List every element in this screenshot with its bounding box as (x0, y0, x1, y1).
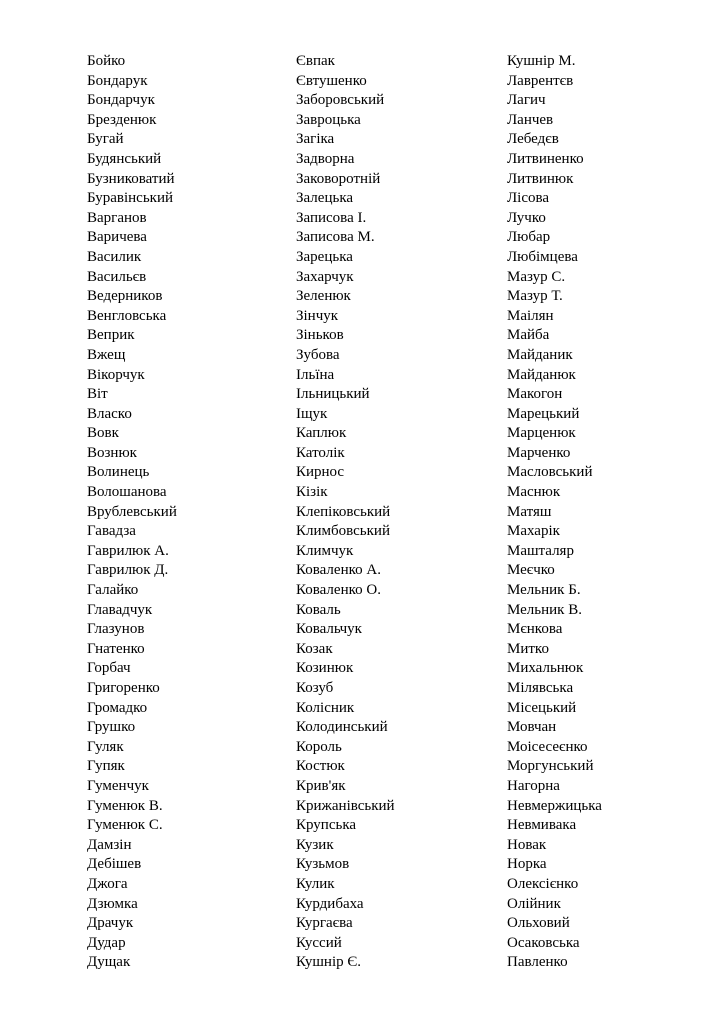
name-entry: Павленко (507, 954, 568, 971)
name-entry: Віт (87, 386, 108, 403)
name-entry: Коваленко О. (296, 582, 381, 599)
name-entry: Дамзін (87, 836, 132, 853)
name-entry: Митко (507, 640, 549, 657)
name-entry: Невмивака (507, 817, 577, 834)
name-entry: Мазур Т. (507, 288, 563, 305)
name-entry: Ведерников (87, 288, 163, 305)
name-entry: Заборовський (296, 92, 385, 109)
name-entry: Дущак (87, 954, 131, 971)
name-entry: Климчук (296, 542, 354, 559)
name-entry: Меєчко (507, 562, 555, 579)
name-entry: Євпак (296, 53, 335, 69)
name-entry: Махарік (507, 523, 560, 540)
name-entry: Венгловська (87, 307, 167, 324)
name-entry: Варганов (87, 209, 147, 226)
name-entry: Заковоротній (296, 170, 381, 187)
name-entry: Матяш (507, 503, 552, 520)
name-entry: Волошанова (87, 484, 167, 501)
name-entry: Макогон (507, 386, 563, 403)
name-entry: Записова М. (296, 229, 375, 246)
name-entry: Козинюк (296, 660, 354, 677)
name-entry: Кушнір Є. (296, 954, 362, 971)
name-entry: Главадчук (87, 601, 153, 618)
name-entry: Майданюк (507, 366, 576, 383)
name-entry: Зарецька (296, 248, 353, 265)
name-entry: Зінчук (296, 307, 339, 324)
name-entry: Олексієнко (507, 875, 579, 892)
name-entry: Буравінський (87, 190, 174, 207)
name-entry: Бойко (87, 53, 126, 69)
name-entry: Кирнос (296, 464, 345, 481)
name-entry: Будянський (87, 150, 162, 167)
name-entry: Іщук (296, 405, 328, 422)
name-entry: Козак (296, 640, 333, 657)
name-column-3 (507, 52, 602, 973)
name-entry: Бондарук (87, 72, 148, 89)
name-entry: Задворна (296, 150, 355, 167)
name-entry: Григоренко (87, 680, 160, 696)
name-entry: Вознюк (87, 444, 137, 461)
name-entry: Залецька (296, 190, 354, 207)
name-entry: Захарчук (296, 268, 354, 285)
name-entry: Дудар (87, 934, 126, 951)
name-entry: Мельник В. (507, 601, 582, 618)
name-entry: Дебішев (87, 856, 142, 873)
name-entry: Кузьмов (296, 856, 350, 873)
name-entry: Литвиненко (507, 150, 584, 167)
name-entry: Климбовський (296, 523, 390, 540)
name-entry: Масловський (507, 464, 593, 481)
name-entry: Коваль (296, 601, 341, 618)
name-entry: Марецький (507, 405, 580, 422)
name-entry: Норка (507, 856, 547, 873)
name-entry: Ковальчук (296, 621, 362, 638)
name-entry: Васильєв (87, 268, 147, 285)
name-entry: Зіньков (296, 327, 344, 344)
name-entry: Власко (87, 405, 132, 422)
name-entry: Зеленюк (296, 288, 351, 305)
name-entry: Кулик (296, 875, 335, 892)
name-entry: Джога (87, 875, 128, 892)
name-entry: Моісесеєнко (507, 738, 588, 755)
name-entry: Гаврилюк Д. (87, 562, 169, 579)
name-entry: Крив'як (296, 777, 346, 794)
name-entry: Король (296, 738, 342, 755)
name-entry: Зубова (296, 346, 340, 363)
name-entry: Громадко (87, 699, 148, 716)
name-entry: Нагорна (507, 777, 560, 794)
name-entry: Любар (507, 229, 551, 246)
name-entry: Драчук (87, 915, 134, 932)
name-entry: Кушнір М. (507, 53, 576, 69)
name-entry: Гаврилюк А. (87, 542, 169, 559)
name-entry: Машталяр (507, 542, 574, 559)
name-entry: Гавадза (87, 523, 136, 540)
name-entry: Врублевський (87, 503, 177, 520)
name-entry: Лісова (507, 190, 550, 207)
name-entry: Клепіковський (296, 503, 391, 520)
name-entry: Ільїна (296, 366, 335, 383)
name-entry: Вжещ (87, 346, 126, 363)
name-entry: Марченко (507, 444, 571, 461)
name-entry: Крупська (296, 817, 357, 834)
name-entry: Маілян (507, 307, 554, 324)
name-entry: Коваленко А. (296, 562, 381, 579)
name-entry: Мазур С. (507, 268, 566, 285)
name-entry: Ільницький (296, 386, 370, 403)
name-entry: Гуменюк С. (87, 817, 163, 834)
name-column-1 (87, 52, 177, 973)
name-entry: Новак (507, 836, 547, 853)
name-entry: Гупяк (87, 758, 125, 775)
name-entry: Майданик (507, 346, 573, 363)
name-entry: Колодинський (296, 719, 388, 736)
name-entry: Кургаєва (296, 915, 353, 932)
name-entry: Галайко (87, 582, 139, 599)
name-entry: Мілявська (507, 680, 574, 696)
name-entry: Каплюк (296, 425, 347, 442)
name-entry: Гуменюк В. (87, 797, 163, 814)
name-entry: Бузниковатий (87, 170, 175, 187)
name-entry: Мєнкова (507, 621, 563, 638)
name-entry: Марценюк (507, 425, 576, 442)
name-entry: Лебедєв (507, 131, 559, 148)
name-entry: Бугай (87, 131, 124, 148)
name-entry: Маснюк (507, 484, 561, 501)
name-entry: Бондарчук (87, 92, 155, 109)
name-entry: Вікорчук (87, 366, 145, 383)
name-entry: Майба (507, 327, 550, 344)
name-entry: Веприк (87, 327, 135, 344)
name-entry: Записова І. (296, 209, 367, 226)
name-entry: Лагич (507, 92, 546, 109)
name-entry: Волинець (87, 464, 150, 481)
name-entry: Католік (296, 444, 345, 461)
name-entry: Варичева (87, 229, 147, 246)
name-entry: Мельник Б. (507, 582, 581, 599)
name-entry: Моргунський (507, 758, 594, 775)
name-entry: Євтушенко (296, 72, 367, 89)
name-entry: Лаврентєв (507, 72, 574, 89)
name-entry: Кізік (296, 484, 328, 501)
name-entry: Любімцева (507, 248, 578, 265)
name-column-2 (296, 52, 395, 973)
name-entry: Колісник (296, 699, 355, 716)
name-entry: Лучко (507, 209, 546, 226)
name-entry: Вовк (87, 425, 119, 442)
name-entry: Гуляк (87, 738, 124, 755)
name-entry: Загіка (296, 131, 335, 148)
name-entry: Костюк (296, 758, 345, 775)
name-entry: Грушко (87, 719, 136, 736)
name-entry: Дзюмка (87, 895, 138, 912)
name-entry: Ланчев (507, 111, 554, 128)
name-entry: Козуб (296, 680, 334, 696)
name-entry: Куссий (296, 934, 342, 951)
name-entry: Осаковська (507, 934, 580, 951)
name-entry: Місецький (507, 699, 577, 716)
name-entry: Завроцька (296, 111, 361, 128)
name-entry: Михальнюк (507, 660, 584, 677)
name-entry: Василик (87, 248, 142, 265)
name-entry: Крижанівський (296, 797, 395, 814)
name-entry: Олійник (507, 895, 561, 912)
name-entry: Мовчан (507, 719, 557, 736)
name-entry: Глазунов (87, 621, 145, 638)
name-entry: Брезденюк (87, 111, 157, 128)
name-entry: Невмержицька (507, 797, 602, 814)
name-entry: Гнатенко (87, 640, 145, 657)
name-entry: Кузик (296, 836, 334, 853)
name-entry: Ольховий (507, 915, 570, 932)
name-entry: Курдибаха (296, 895, 364, 912)
name-entry: Гуменчук (87, 777, 149, 794)
name-entry: Литвинюк (507, 170, 574, 187)
name-entry: Горбач (87, 660, 131, 677)
